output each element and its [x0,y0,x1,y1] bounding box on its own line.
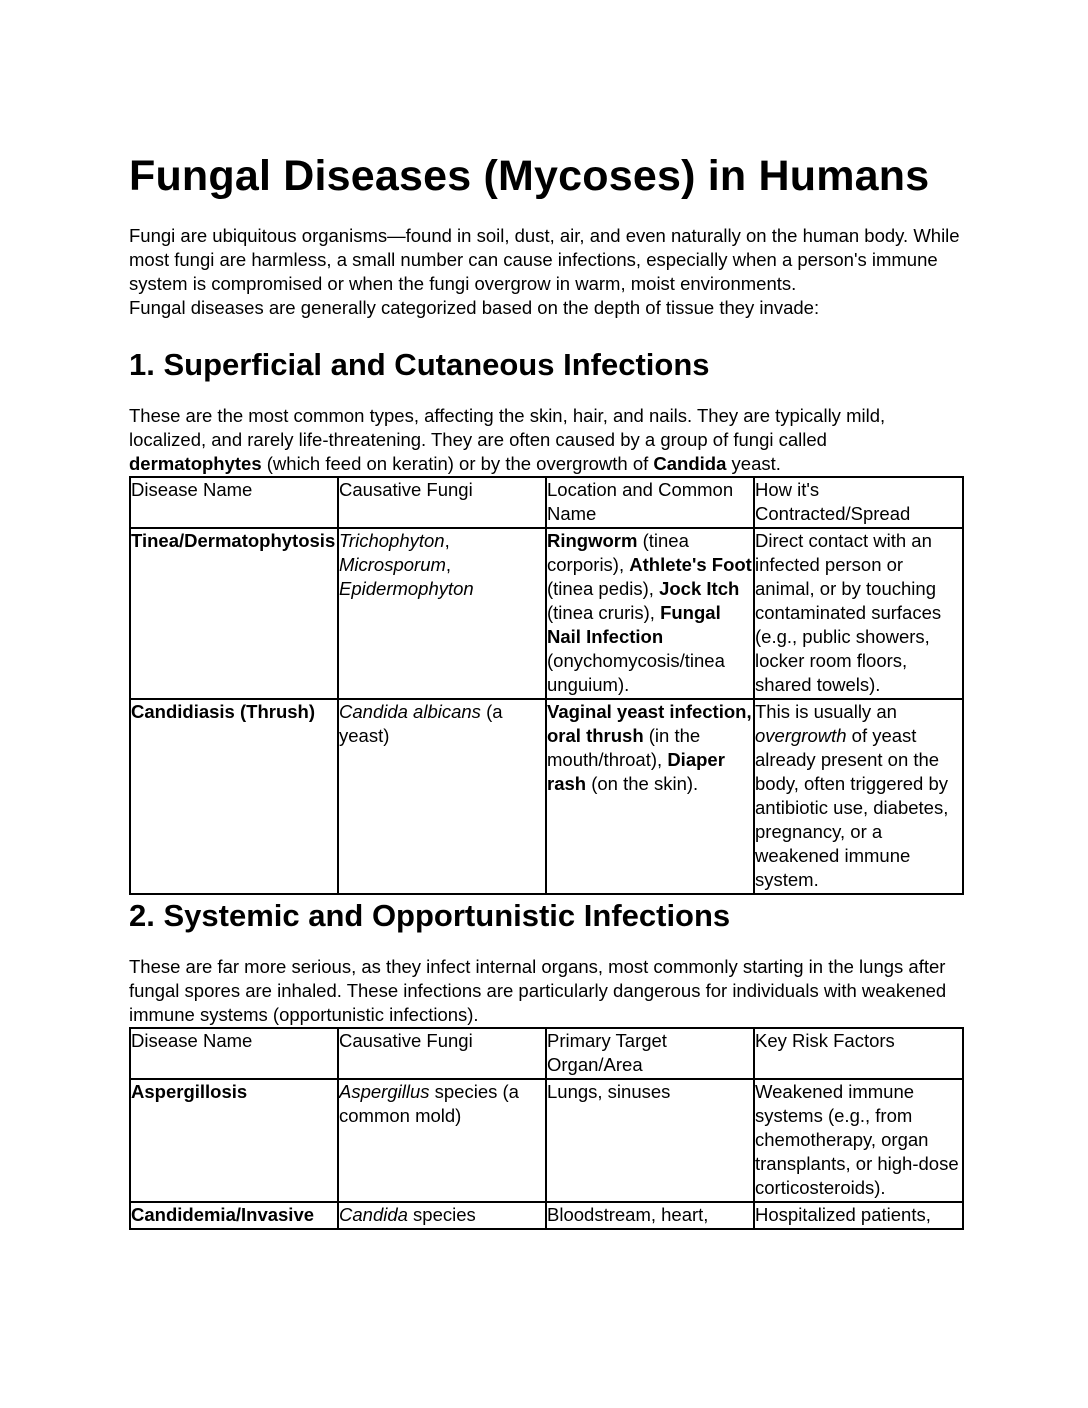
risk-cell [754,1202,963,1229]
section1-intro-term: Candida [653,453,727,474]
location-text: (onychomycosis/tinea unguium). [547,650,725,695]
risk-cell: Weakened immune systems (e.g., from chemotherapy, organ transplants, or high-dose corticosteroids). [754,1079,963,1202]
header-cell: Location and Common Name [546,477,754,528]
disease-name-cell [130,528,338,699]
fungus-name: Trichophyton [339,530,445,551]
spread-text: of yeast already present on the body, often triggered by antibiotic use, diabetes, pregnancy, or a weakened immune system. [755,725,949,890]
spread-cell [754,699,963,894]
disease-name-cell [130,699,338,894]
table-row [130,1079,963,1202]
fungus-note: species (a common mold) [339,1081,519,1126]
location-text: (tinea cruris), [547,602,661,623]
fungus-name: Candida [339,1204,408,1225]
common-name: Diaper rash [547,749,725,794]
disease-name: Candidemia/Invasive [131,1204,315,1225]
causative-fungi-cell [338,528,546,699]
intro-section [129,224,962,320]
table-row [130,528,963,699]
separator: , [445,554,452,575]
common-name: Jock Itch [659,578,740,599]
location-text: (tinea corporis), [547,530,689,575]
target-text: Bloodstream, heart, [547,1204,709,1225]
spread-text: This is usually an [755,701,897,722]
document-page [129,150,962,1230]
disease-name-cell [130,1079,338,1202]
location-text: (on the skin). [586,773,699,794]
location-cell [546,699,754,894]
intro-paragraph-1: Fungi are ubiquitous organisms—found in soil, dust, air, and even naturally on the human body. While most fungi are harmless, a small number can cause infections, especially when a person's immune system is compromised or when the fungi overgrow in warm, moist environments. [129,225,960,294]
header-cell: Disease Name [130,477,338,528]
common-name: Ringworm [547,530,638,551]
header-cell: Causative Fungi [338,477,546,528]
section1-intro-text: yeast. [726,453,781,474]
section-heading-2: 2. Systemic and Opportunistic Infections [129,898,731,933]
table-row [130,699,963,894]
header-cell: How it's Contracted/Spread [754,477,963,528]
page-title: Fungal Diseases (Mycoses) in Humans [129,152,930,200]
location-text: (in the mouth/throat), [547,725,701,770]
section1-intro-text: (which feed on keratin) or by the overgrowth of [261,453,654,474]
spread-emphasis: overgrowth [755,725,847,746]
common-name: Fungal Nail Infection [547,602,721,647]
header-cell: Key Risk Factors [754,1028,963,1079]
section1-intro-text: These are the most common types, affecting the skin, hair, and nails. They are typically mild, localized, and rarely life-threatening. They are often caused by a group of fungi called [129,405,886,450]
location-text: (tinea pedis), [547,578,660,599]
section-heading-1: 1. Superficial and Cutaneous Infections [129,347,710,382]
target-cell [546,1202,754,1229]
intro-paragraph-2: Fungal diseases are generally categorized based on the depth of tissue they invade: [129,297,820,318]
header-cell: Primary Target Organ/Area [546,1028,754,1079]
disease-name-cell [130,1202,338,1229]
table-header-row [130,477,963,528]
fungus-name: Candida albicans [339,701,481,722]
fungus-name: Epidermophyton [339,578,474,599]
fungus-name: Aspergillus [339,1081,430,1102]
disease-name: Candidiasis (Thrush) [131,701,315,722]
risk-text: Hospitalized patients, [755,1204,931,1225]
causative-fungi-cell [338,699,546,894]
section2-intro: These are far more serious, as they infect internal organs, most commonly starting in the lungs after fungal spores are inhaled. These infections are particularly dangerous for individuals with weakened immune systems (opportunistic infections). [129,956,947,1025]
causative-fungi-cell [338,1202,546,1229]
separator: , [444,530,450,551]
systemic-infections-table [129,1027,964,1230]
fungus-note: species [407,1204,476,1225]
table-row [130,1202,963,1229]
section1-intro [129,404,962,476]
table-header-row [130,1028,963,1079]
header-cell: Causative Fungi [338,1028,546,1079]
causative-fungi-cell [338,1079,546,1202]
section1-intro-term: dermatophytes [129,453,262,474]
common-name: Athlete's Foot [629,554,752,575]
target-cell: Lungs, sinuses [546,1079,754,1202]
spread-cell: Direct contact with an infected person or animal, or by touching contaminated surfaces (e.g., public showers, locker room floors, shared towels). [754,528,963,699]
disease-name: Aspergillosis [131,1081,248,1102]
fungus-note: (a yeast) [339,701,503,746]
fungus-name: Microsporum [339,554,446,575]
common-name: Vaginal yeast infection, oral thrush [547,701,752,746]
header-cell: Disease Name [130,1028,338,1079]
disease-name: Tinea/Dermatophytosis [131,530,336,551]
location-cell [546,528,754,699]
superficial-infections-table [129,476,964,895]
